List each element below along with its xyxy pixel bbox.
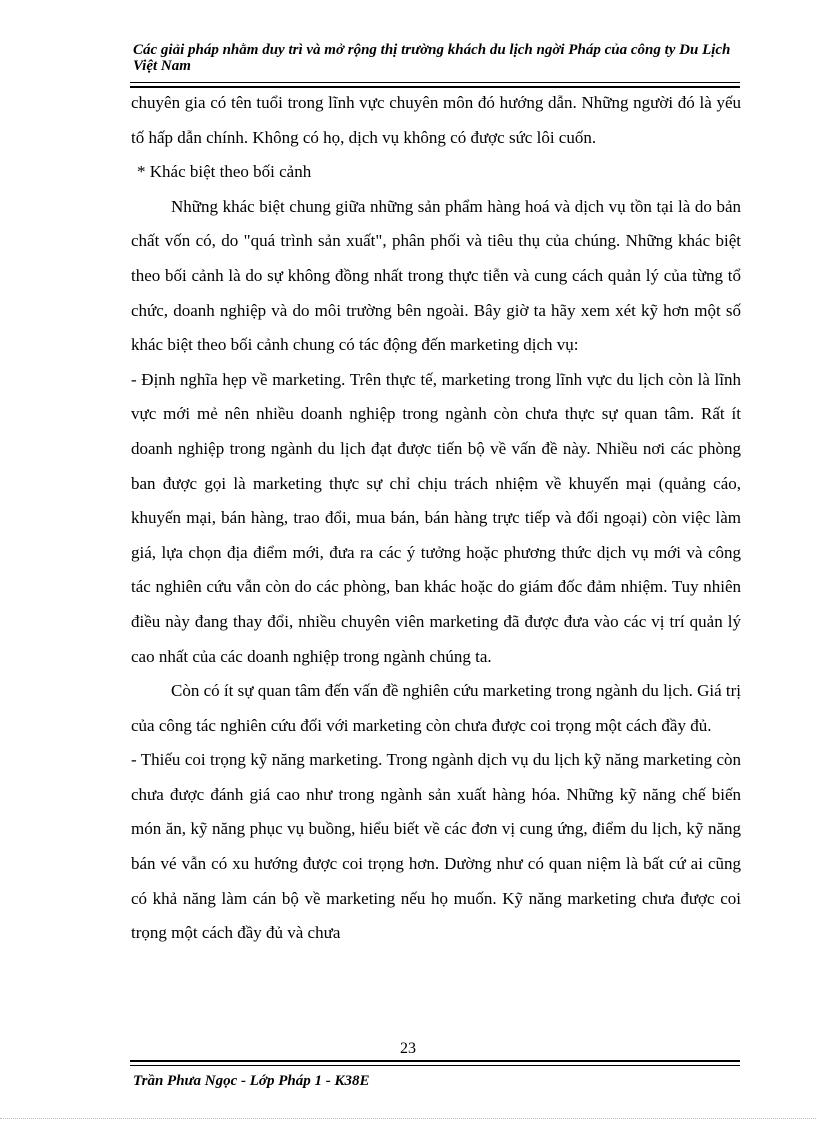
running-header: Các giải pháp nhằm duy trì và mở rộng thị trường khách du lịch ngời Pháp của công ty Du Lịch Việt Nam	[133, 42, 731, 74]
footer-rule-thin	[130, 1065, 740, 1066]
page-edge-dotted-line	[0, 1118, 816, 1119]
section-subheading: * Khác biệt theo bối cảnh	[137, 162, 312, 182]
paragraph: Còn có ít sự quan tâm đến vấn đề nghiên cứu marketing trong ngành du lịch. Giá trị của công tác nghiên cứu đối với marketing còn chưa được coi trọng một cách đầy đủ.	[131, 681, 741, 735]
running-footer: Trần Phưa Ngọc - Lớp Pháp 1 - K38E	[133, 1073, 370, 1089]
footer-rule-thick	[130, 1060, 740, 1062]
page-number: 23	[400, 1040, 416, 1057]
bullet-paragraph: - Định nghĩa hẹp về marketing. Trên thực tế, marketing trong lĩnh vực du lịch còn là lĩnh vực mới mẻ nên nhiều doanh nghiệp trong ngành còn chưa thực sự quan tâm. Rất ít doanh nghiệp trong ngành du lịch đạt được tiến bộ về vấn đề này. Nhiều nơi các phòng ban được gọi là marketing thực sự chỉ chịu trách nhiệm về khuyến mại (quảng cáo, khuyến mại, bán hàng, trao đổi, mua bán, bán hàng trực tiếp và đối ngoại) còn việc làm giá, lựa chọn địa điểm mới, đưa ra các ý tưởng hoặc phương thức dịch vụ mới và công tác nghiên cứu vẫn còn do các phòng, ban khác hoặc do giám đốc đảm nhiệm. Tuy nhiên điều này đang thay đổi, nhiều chuyên viên marketing đã được đưa vào các vị trí quản lý cao nhất của các doanh nghiệp trong ngành chúng ta.	[131, 369, 741, 666]
paragraph-continuation: chuyên gia có tên tuổi trong lĩnh vực chuyên môn đó hướng dẫn. Những người đó là yếu tố hấp dẫn chính. Không có họ, dịch vụ không có được sức lôi cuốn.	[131, 93, 741, 147]
header-rule-thin	[130, 82, 740, 83]
paragraph: Những khác biệt chung giữa những sản phẩm hàng hoá và dịch vụ tồn tại là do bản chất vốn có, do "quá trình sản xuất", phân phối và tiêu thụ của chúng. Những khác biệt theo bối cảnh là do sự không đồng nhất trong thực tiễn và cung cách quản lý của từng tổ chức, doanh nghiệp và do môi trường bên ngoài. Bây giờ ta hãy xem xét kỹ hơn một số khác biệt theo bối cảnh chung có tác động đến marketing dịch vụ:	[131, 196, 741, 355]
page-body	[131, 86, 741, 951]
bullet-paragraph: - Thiếu coi trọng kỹ năng marketing. Trong ngành dịch vụ du lịch kỹ năng marketing còn chưa được đánh giá cao như trong ngành sản xuất hàng hóa. Những kỹ năng chế biến món ăn, kỹ năng phục vụ buồng, hiểu biết về các đơn vị cung ứng, điểm du lịch, kỹ năng bán vé vẫn có xu hướng được coi trọng hơn. Dường như có quan niệm là bất cứ ai cũng có khả năng làm cán bộ về marketing nếu họ muốn. Kỹ năng marketing chưa được coi trọng một cách đầy đủ và chưa	[131, 750, 741, 943]
